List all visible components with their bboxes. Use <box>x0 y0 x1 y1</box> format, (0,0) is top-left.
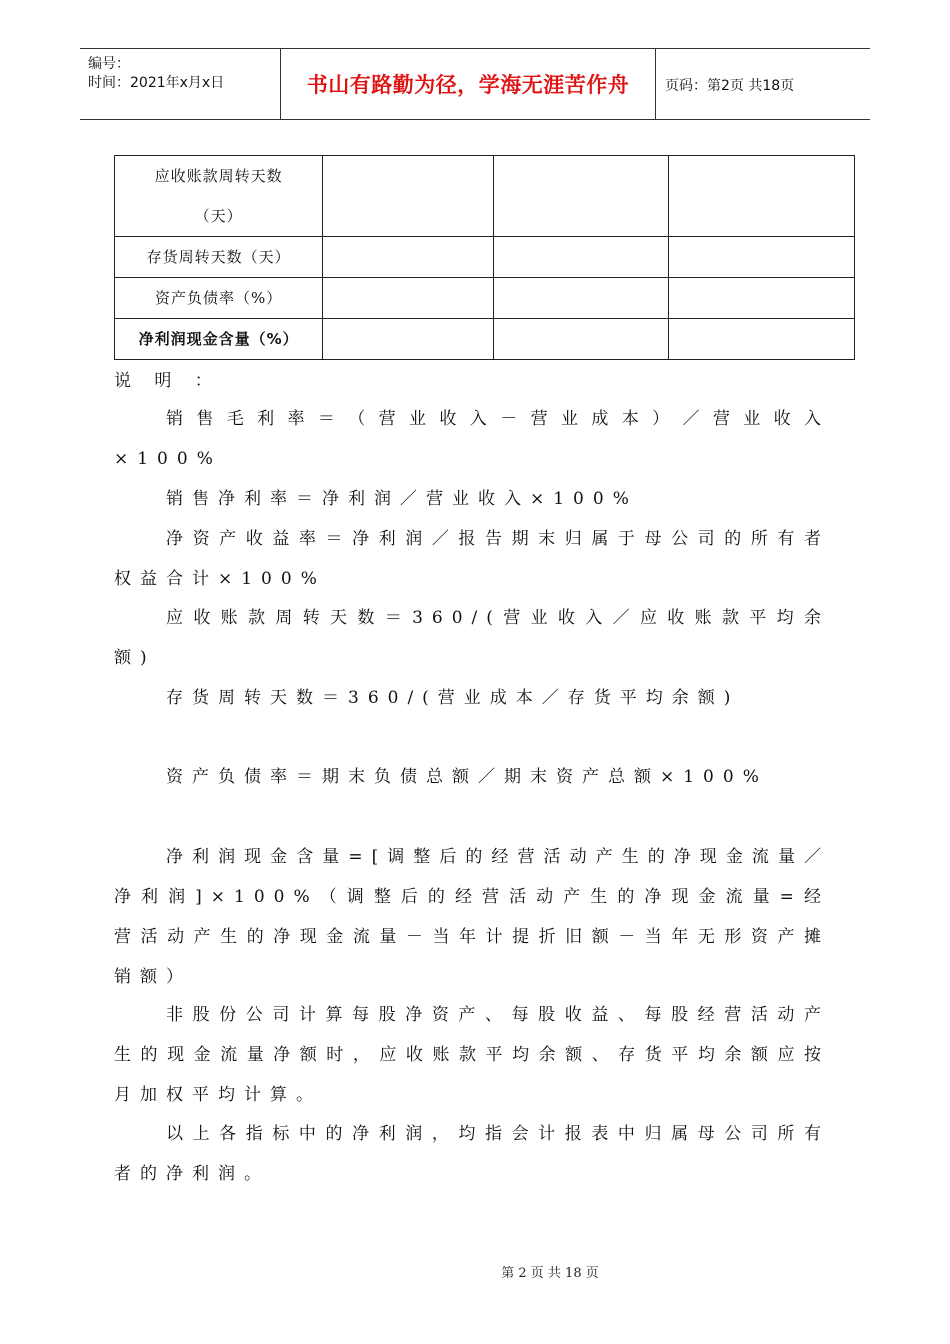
table-cell <box>323 156 493 237</box>
table-row <box>115 237 855 278</box>
table-row-label: 资产负债率（%） <box>115 278 323 319</box>
header-page-number: 页码：第2页 共18页 <box>665 78 795 94</box>
table-row-label: 应收账款周转天数 （天） <box>115 156 323 237</box>
header-number: 编号： <box>88 56 130 72</box>
header-motto: 书山有路勤为径，学海无涯苦作舟 <box>306 73 630 97</box>
note-paragraph: 存货周转天数＝360/(营业成本／存货平均余额) <box>166 688 740 708</box>
note-paragraph: 净利润现金含量=[调整后的经营活动产生的净现金流量／净利润]×100%（调整后的经营活动产生的净现金流量=经营活动产生的净现金流量－当年计提折旧额－当年无形资产摊销额） <box>114 847 830 987</box>
page-footer: 第 2 页 共 18 页 <box>501 1266 599 1281</box>
table-row-label: 存货周转天数（天） <box>115 237 323 278</box>
table-cell <box>493 237 668 278</box>
table-cell <box>493 278 668 319</box>
table-cell <box>668 156 854 237</box>
table-row-label: 净利润现金含量（%） <box>115 319 323 360</box>
header-time: 时间：2021年x月x日 <box>88 75 225 91</box>
table-cell <box>493 319 668 360</box>
table-cell <box>323 319 493 360</box>
table-row <box>115 278 855 319</box>
note-paragraph: 净资产收益率＝净利润／报告期末归属于母公司的所有者权益合计×100% <box>114 529 830 589</box>
note-paragraph: 销售净利率＝净利润／营业收入×100% <box>166 489 638 509</box>
table-cell <box>493 156 668 237</box>
table-cell <box>668 319 854 360</box>
table-row <box>115 319 855 360</box>
page-header <box>80 48 870 120</box>
note-paragraph: 非股份公司计算每股净资产、每股收益、每股经营活动产生的现金流量净额时，应收账款平均余额、存货平均余额应按月加权平均计算。 <box>114 1005 830 1105</box>
note-paragraph: 资产负债率＝期末负债总额／期末资产总额×100% <box>166 767 768 787</box>
notes-heading: 说 明 ： <box>114 371 221 391</box>
table-row <box>115 156 855 237</box>
table-cell <box>323 237 493 278</box>
note-paragraph: 以上各指标中的净利润，均指会计报表中归属母公司所有者的净利润。 <box>114 1124 830 1184</box>
note-paragraph: 销售毛利率＝（营业收入－营业成本）／营业收入×100% <box>114 409 830 469</box>
note-paragraph: 应收账款周转天数＝360/(营业收入／应收账款平均余额) <box>114 608 830 668</box>
header-divider <box>655 49 656 119</box>
table-cell <box>323 278 493 319</box>
header-meta <box>88 55 224 93</box>
table-cell <box>668 278 854 319</box>
table-cell <box>668 237 854 278</box>
metrics-table <box>114 155 855 360</box>
